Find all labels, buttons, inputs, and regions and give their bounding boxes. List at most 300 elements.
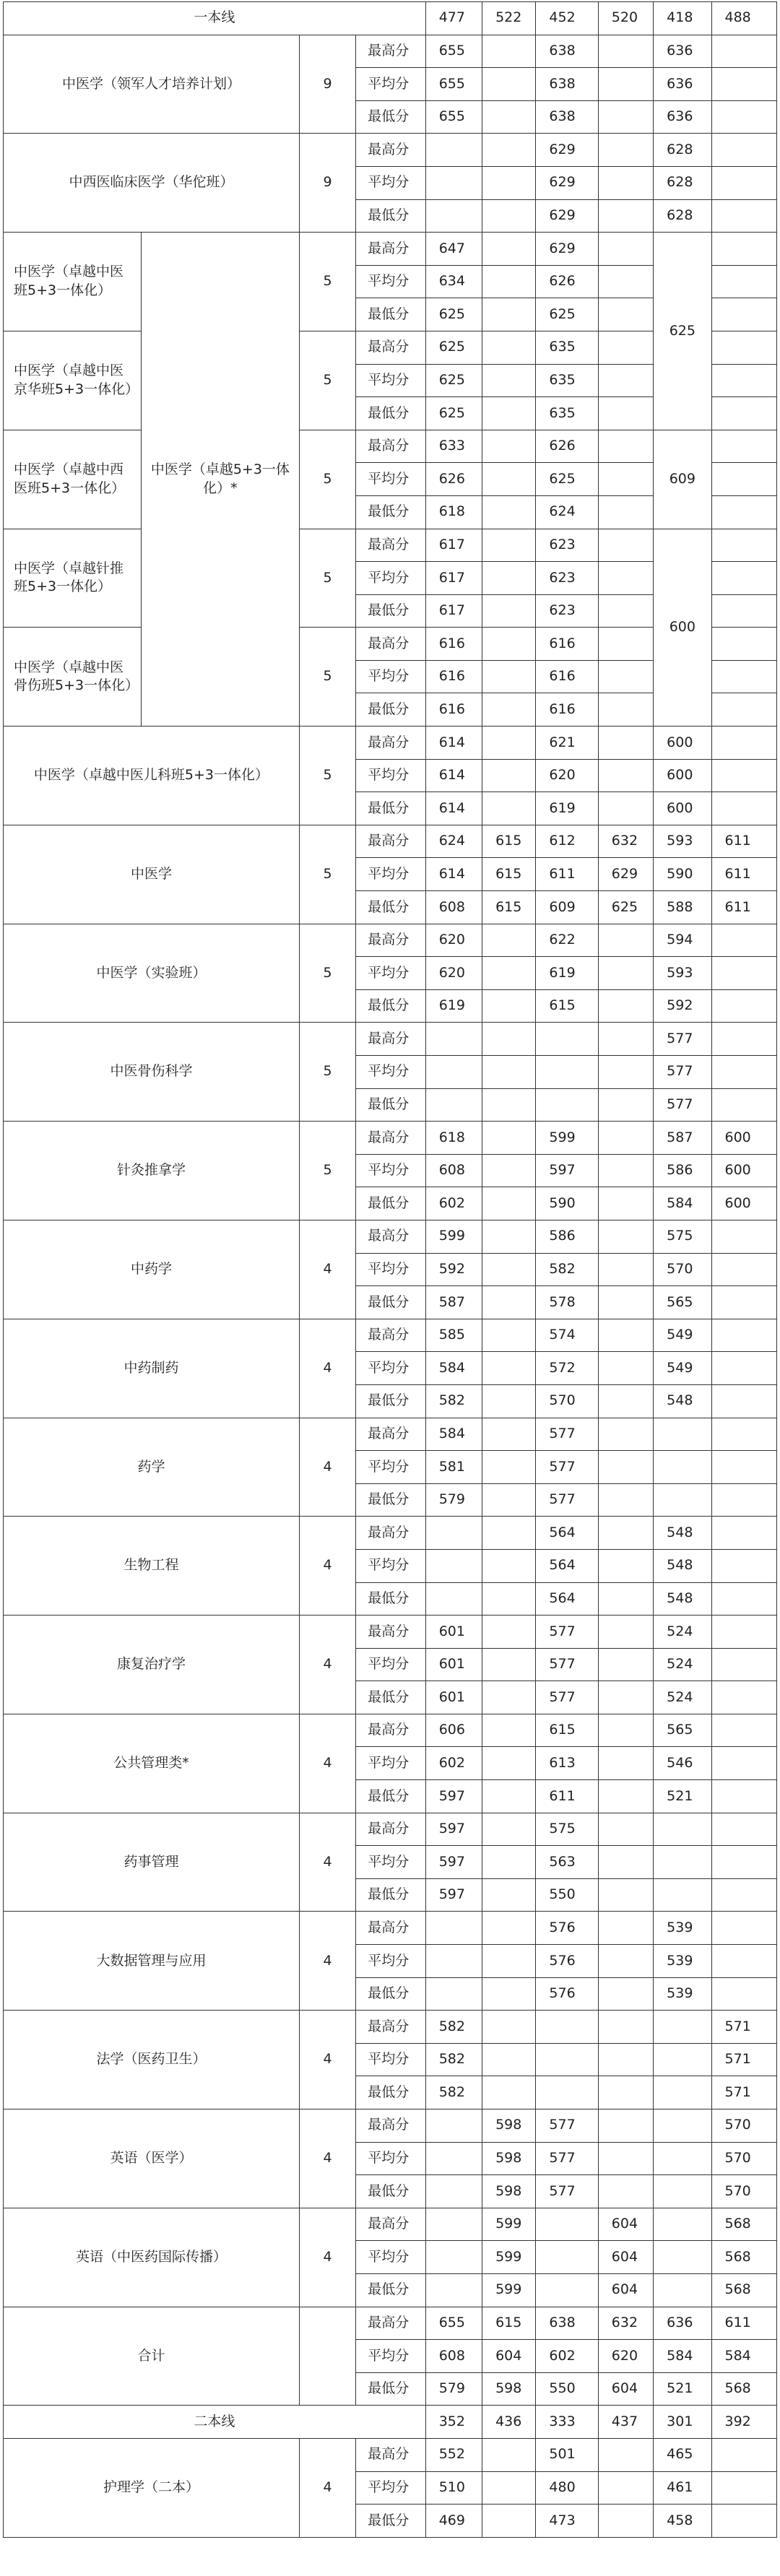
metric-label: 平均分 (356, 2471, 425, 2505)
metric-label: 最高分 (356, 1714, 425, 1747)
score-cell (598, 562, 653, 595)
score-cell: 550 (536, 1878, 598, 1912)
score-cell (598, 759, 653, 792)
table-row (4, 924, 777, 957)
score-cell: 586 (536, 1220, 598, 1253)
major-name: 中药学 (4, 1220, 300, 1319)
score-cell: 539 (654, 1945, 711, 1978)
metric-label: 最低分 (356, 2175, 425, 2208)
score-cell: 599 (482, 2208, 536, 2241)
score-cell: 614 (425, 727, 482, 760)
metric-label: 最低分 (356, 693, 425, 727)
score-cell (598, 430, 653, 463)
score-cell: 600 (711, 1122, 777, 1155)
metric-label: 平均分 (356, 562, 425, 595)
score-cell: 577 (536, 1451, 598, 1484)
score-cell: 614 (425, 759, 482, 792)
score-cell (598, 35, 653, 68)
score-cell (711, 1286, 777, 1319)
score-cell (482, 2043, 536, 2076)
score-cell: 582 (536, 1253, 598, 1286)
score-cell (711, 1714, 777, 1747)
major-name: 大数据管理与应用 (4, 1912, 300, 2011)
score-cell: 581 (425, 1451, 482, 1484)
score-cell (536, 2273, 598, 2307)
score-cell (425, 1549, 482, 1582)
score-cell: 564 (536, 1549, 598, 1582)
score-cell (598, 199, 653, 233)
years-cell: 5 (299, 1023, 355, 1122)
score-cell (425, 199, 482, 233)
score-cell: 584 (425, 1418, 482, 1451)
metric-label: 最低分 (356, 1384, 425, 1418)
score-cell: 604 (598, 2208, 653, 2241)
score-cell (711, 1418, 777, 1451)
score-cell: 510 (425, 2471, 482, 2505)
metric-label: 最高分 (356, 924, 425, 957)
metric-label: 平均分 (356, 1253, 425, 1286)
score-cell (598, 1187, 653, 1220)
metric-label: 平均分 (356, 2340, 425, 2373)
score-cell (598, 1648, 653, 1681)
score-cell: 521 (654, 1780, 711, 1813)
score-cell: 548 (654, 1517, 711, 1550)
score-cell (482, 1088, 536, 1122)
score-cell: 582 (425, 2043, 482, 2076)
score-cell (711, 1582, 777, 1616)
score-cell: 608 (425, 2340, 482, 2373)
score-cell: 598 (482, 2109, 536, 2143)
score-cell: 621 (536, 727, 598, 760)
score-cell: 465 (654, 2438, 711, 2471)
score-cell (654, 2142, 711, 2175)
years-cell: 4 (299, 1517, 355, 1616)
score-cell: 611 (711, 891, 777, 924)
score-cell (598, 2505, 653, 2538)
score-cell: 622 (536, 924, 598, 957)
score-cell (482, 2505, 536, 2538)
score-cell (598, 1253, 653, 1286)
score-cell (482, 1418, 536, 1451)
score-cell (711, 2505, 777, 2538)
score-cell (711, 199, 777, 233)
score-cell: 585 (425, 1319, 482, 1352)
score-cell: 655 (425, 2307, 482, 2340)
score-cell (598, 1714, 653, 1747)
score-cell: 612 (536, 825, 598, 858)
score-cell: 629 (536, 233, 598, 266)
score-cell: 592 (425, 1253, 482, 1286)
score-cell (598, 2471, 653, 2505)
score-cell: 600 (711, 1154, 777, 1187)
score-cell: 601 (425, 1616, 482, 1649)
score-cell: 626 (536, 265, 598, 298)
score-cell: 571 (711, 2043, 777, 2076)
score-cell: 565 (654, 1714, 711, 1747)
major-name: 中医学 (4, 825, 300, 924)
metric-label: 最高分 (356, 1220, 425, 1253)
years-cell: 4 (299, 1319, 355, 1418)
score-cell (482, 1023, 536, 1056)
score-cell: 618 (425, 1122, 482, 1155)
score-cell (598, 1878, 653, 1912)
years-cell: 4 (299, 2109, 355, 2208)
score-cell (482, 1253, 536, 1286)
metric-label: 最低分 (356, 1187, 425, 1220)
score-cell: 604 (482, 2340, 536, 2373)
score-cell: 620 (425, 924, 482, 957)
score-cell: 629 (536, 199, 598, 233)
score-cell: 577 (654, 1023, 711, 1056)
score-cell (482, 1912, 536, 1945)
score-cell: 620 (598, 2340, 653, 2373)
metric-label: 最高分 (356, 727, 425, 760)
score-cell: 582 (425, 1384, 482, 1418)
score-cell (482, 166, 536, 199)
score-cell (598, 331, 653, 364)
score-cell: 577 (654, 1056, 711, 1089)
metric-label: 最低分 (356, 100, 425, 134)
metric-label: 最高分 (356, 529, 425, 562)
score-line-value: 333 (536, 2406, 598, 2439)
score-cell: 625 (598, 891, 653, 924)
table-row (4, 1616, 777, 1649)
score-cell: 549 (654, 1352, 711, 1385)
score-cell (598, 2076, 653, 2109)
score-cell (482, 2076, 536, 2109)
score-cell: 563 (536, 1846, 598, 1879)
score-cell: 623 (536, 594, 598, 628)
score-cell (598, 68, 653, 101)
score-cell (711, 1681, 777, 1714)
score-cell (482, 529, 536, 562)
score-cell (598, 1813, 653, 1846)
metric-label: 最低分 (356, 495, 425, 529)
score-cell (482, 430, 536, 463)
score-cell: 570 (536, 1384, 598, 1418)
score-cell: 599 (425, 1220, 482, 1253)
major-name: 康复治疗学 (4, 1616, 300, 1714)
score-cell (482, 1384, 536, 1418)
score-cell (711, 792, 777, 825)
major-name: 中药制药 (4, 1319, 300, 1418)
score-cell (425, 1977, 482, 2011)
score-cell: 626 (425, 463, 482, 496)
score-cell: 568 (711, 2273, 777, 2307)
score-cell: 579 (425, 1483, 482, 1517)
score-cell (482, 331, 536, 364)
score-cell: 617 (425, 562, 482, 595)
score-cell (482, 562, 536, 595)
metric-label: 平均分 (356, 1352, 425, 1385)
score-cell (711, 1384, 777, 1418)
score-cell: 571 (711, 2011, 777, 2044)
score-cell (711, 529, 777, 562)
score-cell (711, 594, 777, 628)
score-cell (598, 2438, 653, 2471)
merged-score-cell: 625 (654, 233, 711, 430)
score-cell: 584 (654, 2340, 711, 2373)
years-cell: 4 (299, 1714, 355, 1813)
score-cell (598, 1945, 653, 1978)
score-cell: 521 (654, 2372, 711, 2406)
years-cell (299, 2307, 355, 2406)
score-cell (482, 1549, 536, 1582)
table-row (4, 134, 777, 167)
score-cell (711, 2438, 777, 2471)
score-cell (711, 331, 777, 364)
score-cell (425, 134, 482, 167)
score-cell: 616 (536, 660, 598, 693)
score-cell (598, 495, 653, 529)
table-row (4, 1912, 777, 1945)
score-cell (598, 594, 653, 628)
score-cell: 588 (654, 891, 711, 924)
score-cell (711, 166, 777, 199)
score-cell: 619 (536, 957, 598, 990)
score-cell (482, 2471, 536, 2505)
score-cell: 577 (536, 1418, 598, 1451)
score-cell: 615 (536, 1714, 598, 1747)
score-cell (482, 68, 536, 101)
table-row (4, 2109, 777, 2143)
score-cell: 539 (654, 1912, 711, 1945)
score-cell: 655 (425, 68, 482, 101)
metric-label: 最低分 (356, 792, 425, 825)
score-cell: 611 (711, 858, 777, 891)
score-cell: 611 (536, 1780, 598, 1813)
score-cell (425, 1088, 482, 1122)
score-cell: 599 (536, 1122, 598, 1155)
table-row (4, 1813, 777, 1846)
score-cell: 624 (536, 495, 598, 529)
score-cell (482, 924, 536, 957)
score-cell (425, 1023, 482, 1056)
metric-label: 平均分 (356, 265, 425, 298)
score-cell (482, 364, 536, 397)
metric-label: 最高分 (356, 1319, 425, 1352)
score-cell: 575 (536, 1813, 598, 1846)
table-row (4, 233, 777, 266)
score-cell (711, 364, 777, 397)
score-cell: 600 (654, 792, 711, 825)
score-cell (425, 2208, 482, 2241)
metric-label: 最低分 (356, 989, 425, 1023)
score-line-value: 301 (654, 2406, 711, 2439)
score-cell (598, 1122, 653, 1155)
major-name: 法学（医药卫生） (4, 2011, 300, 2109)
score-cell (711, 1023, 777, 1056)
metric-label: 平均分 (356, 1846, 425, 1879)
major-name: 英语（中医药国际传播） (4, 2208, 300, 2307)
score-cell (482, 693, 536, 727)
major-name: 公共管理类* (4, 1714, 300, 1813)
score-cell: 599 (482, 2241, 536, 2274)
metric-label: 最高分 (356, 2438, 425, 2471)
score-cell: 602 (536, 2340, 598, 2373)
score-cell (425, 1582, 482, 1616)
score-cell (654, 1813, 711, 1846)
metric-label: 最高分 (356, 1912, 425, 1945)
score-line-value: 418 (654, 2, 711, 35)
score-cell (654, 2109, 711, 2143)
metric-label: 最高分 (356, 233, 425, 266)
major-name: 中医学（卓越中医班5+3一体化） (4, 233, 142, 331)
score-cell (711, 759, 777, 792)
score-cell (654, 1483, 711, 1517)
score-cell: 620 (536, 759, 598, 792)
metric-label: 最高分 (356, 1122, 425, 1155)
score-cell: 611 (711, 2307, 777, 2340)
score-cell (482, 1154, 536, 1187)
score-cell: 550 (536, 2372, 598, 2406)
score-cell (711, 1056, 777, 1089)
score-cell: 597 (425, 1813, 482, 1846)
table-row (4, 1023, 777, 1056)
metric-label: 平均分 (356, 2142, 425, 2175)
score-cell (711, 1747, 777, 1780)
score-cell: 628 (654, 199, 711, 233)
score-cell: 617 (425, 594, 482, 628)
score-cell (482, 35, 536, 68)
score-cell (482, 792, 536, 825)
score-cell: 501 (536, 2438, 598, 2471)
metric-label: 最高分 (356, 1418, 425, 1451)
score-cell: 655 (425, 100, 482, 134)
metric-label: 平均分 (356, 1747, 425, 1780)
score-line-value: 488 (711, 2, 777, 35)
years-cell: 4 (299, 2208, 355, 2307)
score-cell: 570 (654, 1253, 711, 1286)
score-cell (482, 2011, 536, 2044)
score-cell (711, 727, 777, 760)
score-cell (598, 1352, 653, 1385)
score-line-value: 392 (711, 2406, 777, 2439)
score-cell (598, 1846, 653, 1879)
years-cell: 4 (299, 1912, 355, 2011)
score-cell (654, 1418, 711, 1451)
metric-label: 最高分 (356, 134, 425, 167)
score-cell: 623 (536, 562, 598, 595)
score-cell: 576 (536, 1912, 598, 1945)
score-cell (425, 2109, 482, 2143)
table-row (4, 1319, 777, 1352)
metric-label: 最高分 (356, 2208, 425, 2241)
score-cell (425, 1056, 482, 1089)
table-row (4, 35, 777, 68)
score-cell (711, 397, 777, 430)
score-cell: 615 (482, 825, 536, 858)
years-cell: 5 (299, 924, 355, 1023)
score-cell (654, 1878, 711, 1912)
score-cell: 590 (654, 858, 711, 891)
score-cell: 577 (536, 2142, 598, 2175)
score-cell (536, 1088, 598, 1122)
score-cell: 579 (425, 2372, 482, 2406)
metric-label: 平均分 (356, 1154, 425, 1187)
score-cell: 604 (598, 2372, 653, 2406)
metric-label: 最低分 (356, 594, 425, 628)
score-cell: 473 (536, 2505, 598, 2538)
metric-label: 最低分 (356, 1780, 425, 1813)
score-cell (711, 628, 777, 661)
score-cell: 571 (711, 2076, 777, 2109)
score-cell: 570 (711, 2142, 777, 2175)
score-cell: 619 (536, 792, 598, 825)
score-cell: 587 (654, 1122, 711, 1155)
years-cell: 5 (299, 1122, 355, 1220)
metric-label: 最低分 (356, 1286, 425, 1319)
score-cell (536, 1056, 598, 1089)
score-cell (598, 2109, 653, 2143)
score-cell (711, 989, 777, 1023)
score-cell (598, 166, 653, 199)
score-cell (654, 2043, 711, 2076)
score-cell (482, 1648, 536, 1681)
score-cell: 582 (425, 2076, 482, 2109)
major-name: 中医学（卓越中西医班5+3一体化） (4, 430, 142, 529)
years-cell: 4 (299, 2011, 355, 2109)
score-cell: 629 (536, 166, 598, 199)
score-cell: 638 (536, 100, 598, 134)
score-cell (482, 1352, 536, 1385)
score-cell (711, 1451, 777, 1484)
metric-label: 最高分 (356, 1813, 425, 1846)
metric-label: 最高分 (356, 1517, 425, 1550)
score-cell: 635 (536, 397, 598, 430)
score-line-value: 520 (598, 2, 653, 35)
score-cell: 584 (654, 1187, 711, 1220)
score-cell (711, 100, 777, 134)
score-cell: 616 (536, 693, 598, 727)
score-cell: 601 (425, 1681, 482, 1714)
score-cell (711, 1648, 777, 1681)
score-cell: 625 (425, 298, 482, 331)
score-cell: 635 (536, 331, 598, 364)
score-cell: 577 (536, 1648, 598, 1681)
score-cell (598, 1780, 653, 1813)
table-row (4, 1122, 777, 1155)
score-cell: 619 (425, 989, 482, 1023)
score-cell (482, 100, 536, 134)
score-cell: 613 (536, 1747, 598, 1780)
score-cell (598, 1549, 653, 1582)
metric-label: 最低分 (356, 397, 425, 430)
score-cell: 568 (711, 2208, 777, 2241)
score-cell: 598 (482, 2372, 536, 2406)
score-cell (598, 100, 653, 134)
score-cell (482, 1747, 536, 1780)
major-name: 中医骨伤科学 (4, 1023, 300, 1122)
major-name: 中医学（卓越中医儿科班5+3一体化） (4, 727, 300, 825)
table-row (4, 727, 777, 760)
score-cell: 609 (536, 891, 598, 924)
score-cell: 626 (536, 430, 598, 463)
major-name: 生物工程 (4, 1517, 300, 1616)
score-cell: 577 (536, 2109, 598, 2143)
score-cell: 614 (425, 792, 482, 825)
score-cell: 625 (536, 463, 598, 496)
years-cell: 5 (299, 529, 355, 628)
score-cell: 625 (536, 298, 598, 331)
score-cell: 614 (425, 858, 482, 891)
score-cell (598, 727, 653, 760)
table-row (4, 430, 777, 463)
score-cell (711, 495, 777, 529)
table-row (4, 2438, 777, 2471)
score-cell (482, 660, 536, 693)
score-cell (598, 463, 653, 496)
